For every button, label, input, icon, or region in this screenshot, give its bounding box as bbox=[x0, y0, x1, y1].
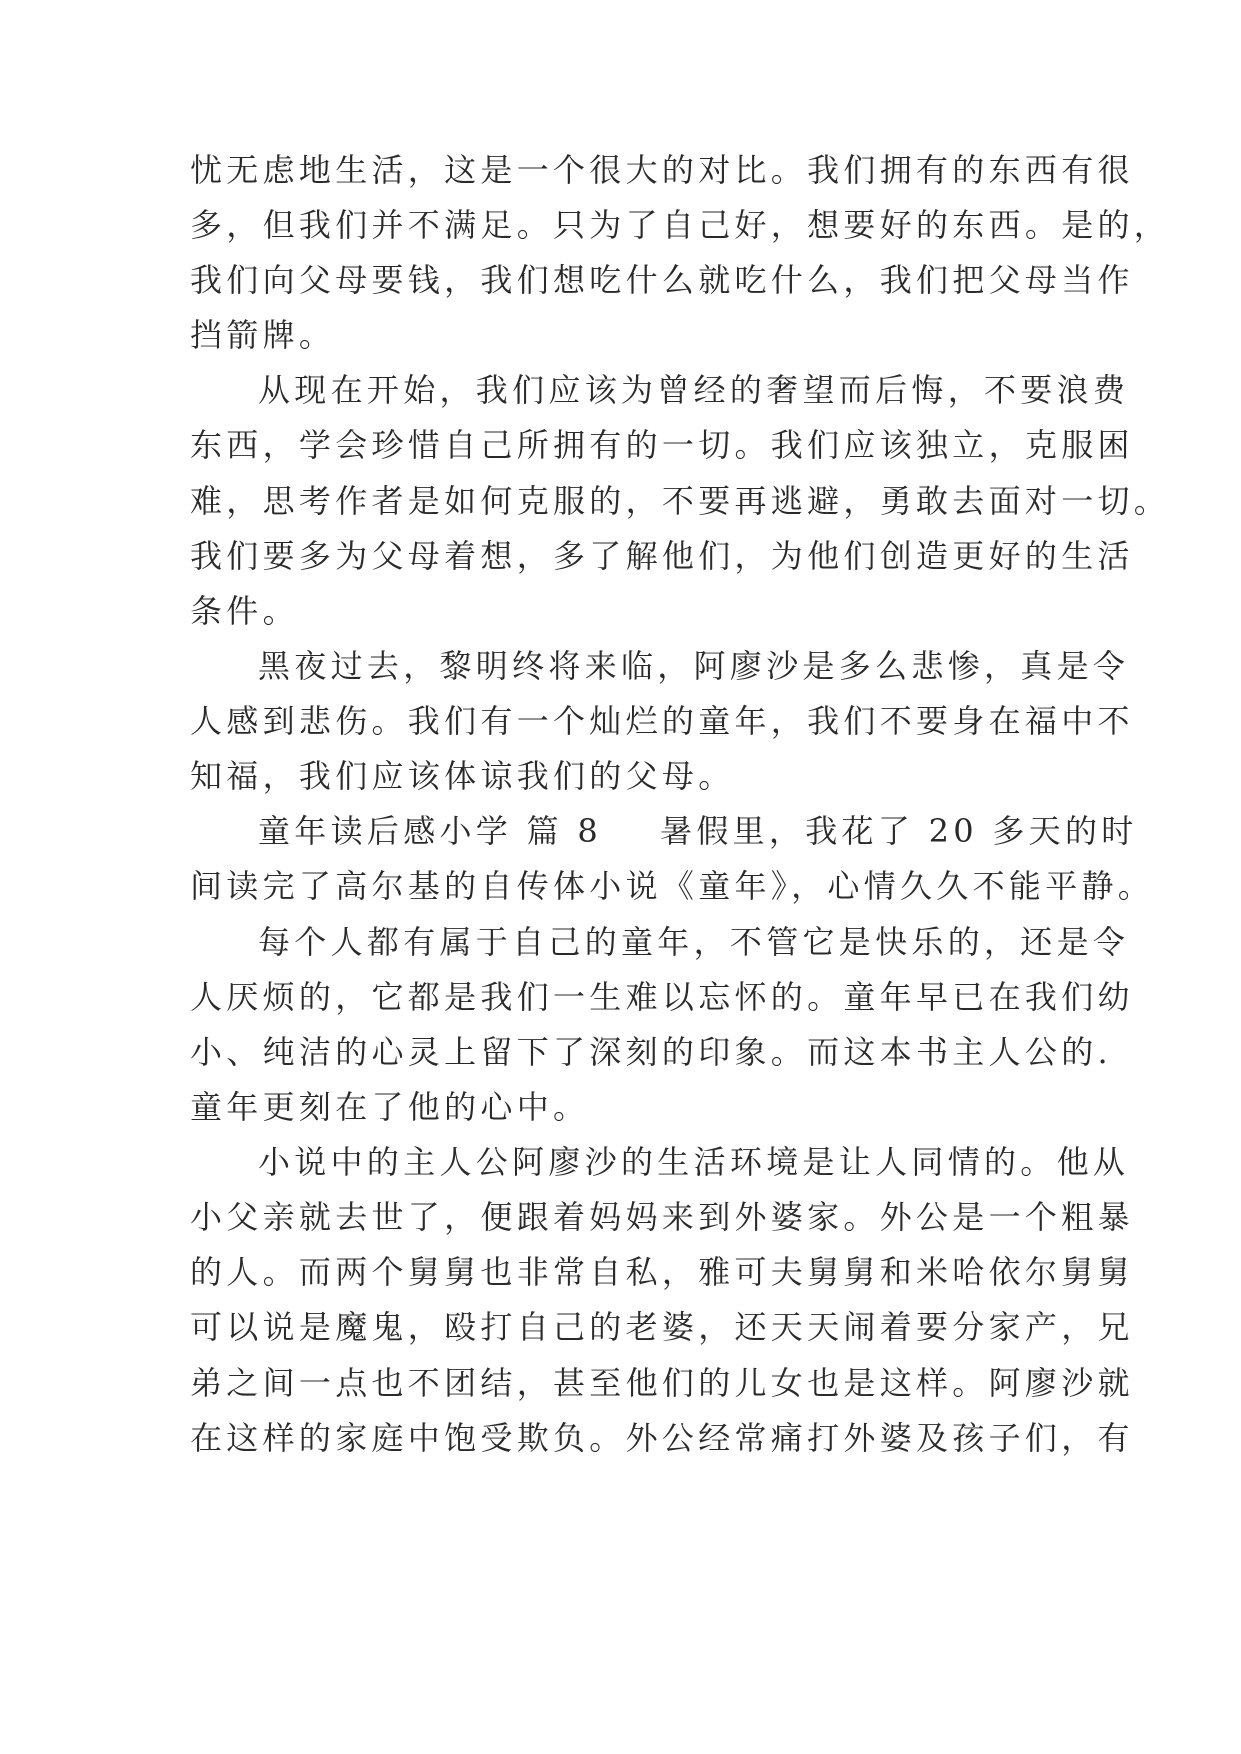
paragraph-first-line: 小说中的主人公阿廖沙的生活环境是让人同情的。他从 bbox=[258, 1143, 1130, 1181]
paragraph-start: 暑假里，我花了 20 多天的时 bbox=[660, 812, 1138, 850]
text-line: 知福，我们应该体谅我们的父母。 bbox=[190, 757, 735, 795]
section-heading-line bbox=[258, 811, 1138, 851]
text-line: 东西，学会珍惜自己所拥有的一切。我们应该独立，克服困 bbox=[190, 426, 1134, 464]
text-line: 小、纯洁的心灵上留下了深刻的印象。而这本书主人公的. bbox=[190, 1033, 1112, 1071]
text-line: 童年更刻在了他的心中。 bbox=[190, 1088, 590, 1126]
text-line: 可以说是魔鬼，殴打自己的老婆，还天天闹着要分家产，兄 bbox=[190, 1308, 1134, 1346]
text-line: 多，但我们并不满足。只为了自己好，想要好的东西。是的， bbox=[190, 206, 1171, 244]
text-line: 间读完了高尔基的自传体小说《童年》，心情久久不能平静。 bbox=[190, 867, 1155, 905]
section-heading: 童年读后感小学 篇 8 bbox=[258, 812, 603, 850]
text-line: 在这样的家庭中饱受欺负。外公经常痛打外婆及孩子们，有 bbox=[190, 1419, 1134, 1457]
paragraph-first-line: 黑夜过去，黎明终将来临，阿廖沙是多么悲惨，真是令 bbox=[258, 647, 1130, 685]
text-line: 难，思考作者是如何克服的，不要再逃避，勇敢去面对一切。 bbox=[190, 482, 1171, 520]
paragraph-first-line: 每个人都有属于自己的童年，不管它是快乐的，还是令 bbox=[258, 923, 1130, 961]
text-line: 条件。 bbox=[190, 592, 299, 630]
text-line: 忧无虑地生活，这是一个很大的对比。我们拥有的东西有很 bbox=[190, 151, 1134, 189]
text-line: 挡箭牌。 bbox=[190, 316, 336, 354]
text-line: 我们向父母要钱，我们想吃什么就吃什么，我们把父母当作 bbox=[190, 261, 1134, 299]
text-line: 人厌烦的，它都是我们一生难以忘怀的。童年早已在我们幼 bbox=[190, 978, 1134, 1016]
text-line: 的人。而两个舅舅也非常自私，雅可夫舅舅和米哈依尔舅舅 bbox=[190, 1253, 1134, 1291]
text-line: 小父亲就去世了，便跟着妈妈来到外婆家。外公是一个粗暴 bbox=[190, 1198, 1134, 1236]
text-line: 弟之间一点也不团结，甚至他们的儿女也是这样。阿廖沙就 bbox=[190, 1364, 1134, 1402]
text-line: 我们要多为父母着想，多了解他们，为他们创造更好的生活 bbox=[190, 537, 1134, 575]
paragraph-first-line: 从现在开始，我们应该为曾经的奢望而后悔，不要浪费 bbox=[258, 371, 1130, 409]
text-line: 人感到悲伤。我们有一个灿烂的童年，我们不要身在福中不 bbox=[190, 702, 1134, 740]
